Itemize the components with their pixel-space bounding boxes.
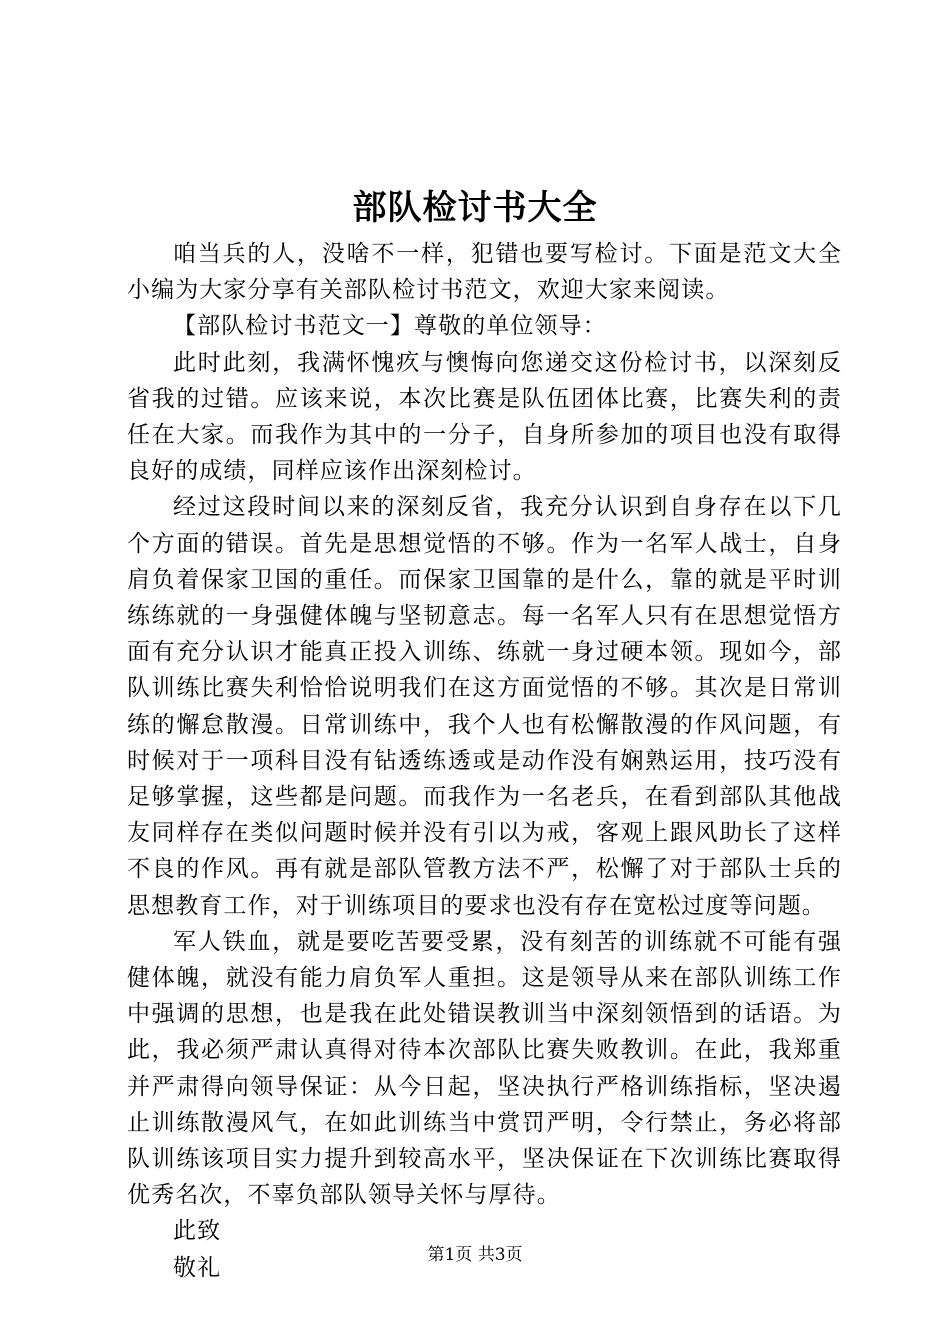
body-paragraph-intro: 咱当兵的人，没啥不一样，犯错也要写检讨。下面是范文大全小编为大家分享有关部队检讨书范文，欢迎大家来阅读。 <box>127 241 842 304</box>
body-paragraph-closing: 此致 <box>173 1218 222 1245</box>
document-body <box>127 236 842 1286</box>
body-paragraph-pledge: 军人铁血，就是要吃苦要受累，没有刻苦的训练就不可能有强健体魄，就没有能力肩负军人重担。这是领导从来在部队训练工作中强调的思想，也是我在此处错误教训当中深刻领悟到的话语。为此，我必须严肃认真得对待本次部队比赛失败教训。在此，我郑重并严肃得向领导保证：从今日起，坚决执行严格训练指标，坚决遏止训练散漫风气，在如此训练当中赏罚严明，令行禁止，务必将部队训练该项目实力提升到较高水平，坚决保证在下次训练比赛取得优秀名次，不辜负部队领导关怀与厚待。 <box>127 928 842 1209</box>
page-footer: 第1页 共3页 <box>427 1245 523 1265</box>
body-paragraph-reflection: 经过这段时间以来的深刻反省，我充分认识到自身存在以下几个方面的错误。首先是思想觉悟的不够。作为一名军人战士，自身肩负着保家卫国的重任。而保家卫国靠的是什么，靠的就是平时训练练就的一身强健体魄与坚韧意志。每一名军人只有在思想觉悟方面有充分认识才能真正投入训练、练就一身过硬本领。现如今，部队训练比赛失利恰恰说明我们在这方面觉悟的不够。其次是日常训练的懈怠散漫。日常训练中，我个人也有松懈散漫的作风问题，有时候对于一项科目没有钻透练透或是动作没有娴熟运用，技巧没有足够掌握，这些都是问题。而我作为一名老兵，在看到部队其他战友同样存在类似问题时候并没有引以为戒，客观上跟风助长了这样不良的作风。再有就是部队管教方法不严，松懈了对于部队士兵的思想教育工作，对于训练项目的要求也没有存在宽松过度等问题。 <box>127 494 842 919</box>
body-paragraph-salutation: 【部队检讨书范文一】尊敬的单位领导： <box>173 313 607 340</box>
body-paragraph-regards: 敬礼 <box>173 1254 222 1281</box>
document-title: 部队检讨书大全 <box>352 188 598 228</box>
body-paragraph-apology: 此时此刻，我满怀愧疚与懊悔向您递交这份检讨书，以深刻反省我的过错。应该来说，本次比赛是队伍团体比赛，比赛失利的责任在大家。而我作为其中的一分子，自身所参加的项目也没有取得良好的成绩，同样应该作出深刻检讨。 <box>127 349 842 485</box>
